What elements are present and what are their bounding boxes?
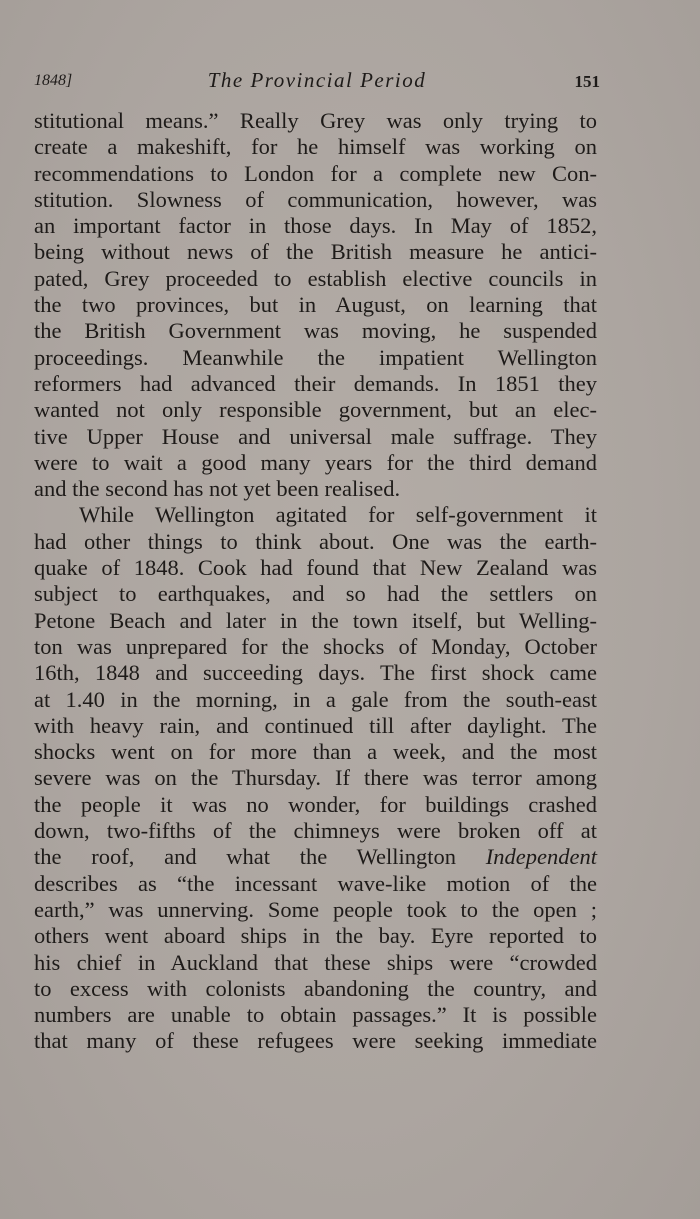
text-line: down, two-fifths of the chimneys were broken off at (34, 818, 597, 844)
text-line: recommendations to London for a complete new Con- (34, 160, 597, 186)
newspaper-title: Independent (485, 844, 597, 870)
text-line: to excess with colonists abandoning the country, and (34, 975, 597, 1001)
header-year: 1848] (34, 72, 73, 89)
text-line: were to wait a good many years for the third demand (34, 449, 597, 475)
text-line: being without news of the British measure he antici- (34, 239, 597, 265)
text-line: at 1.40 in the morning, in a gale from the south-east (34, 686, 597, 712)
text-line: with heavy rain, and continued till after daylight. The (34, 712, 597, 738)
text-line: stitutional means.” Really Grey was only trying to (34, 108, 597, 133)
text-line: his chief in Auckland that these ships were “crowded (34, 949, 597, 975)
text-line: severe was on the Thursday. If there was terror among (34, 765, 597, 791)
text-line: ton was unprepared for the shocks of Monday, October (34, 633, 597, 659)
text-line: While Wellington agitated for self-government it (79, 502, 597, 528)
paragraph-2 (34, 502, 597, 1054)
text-line: 16th, 1848 and succeeding days. The first shock came (34, 660, 597, 686)
text-line: proceedings. Meanwhile the impatient Wellington (34, 344, 597, 370)
text-line: had other things to think about. One was the earth- (34, 528, 597, 554)
page-number: 151 (574, 72, 600, 91)
paragraph-1 (34, 108, 597, 502)
text-line: shocks went on for more than a week, and the most (34, 739, 597, 765)
text-line: quake of 1848. Cook had found that New Zealand was (34, 555, 597, 581)
text-line: create a makeshift, for he himself was working on (34, 134, 597, 160)
text-line: the British Government was moving, he suspended (34, 318, 597, 344)
text-line: earth,” was unnerving. Some people took to the open ; (34, 896, 597, 922)
text-line: wanted not only responsible government, but an elec- (34, 397, 597, 423)
text-line-with-italic (34, 844, 597, 870)
text-line: reformers had advanced their demands. In 1851 they (34, 370, 597, 396)
text-line: tive Upper House and universal male suffrage. They (34, 423, 597, 449)
text-line: Petone Beach and later in the town itself, but Welling- (34, 607, 597, 633)
text-line: that many of these refugees were seeking immediate (34, 1028, 597, 1054)
text-segment: the roof, and what the Wellington (34, 844, 457, 870)
text-line: numbers are unable to obtain passages.” It is possible (34, 1002, 597, 1028)
text-line: others went aboard ships in the bay. Eyre reported to (34, 923, 597, 949)
text-line: the two provinces, but in August, on learning that (34, 292, 597, 318)
header-title: The Provincial Period (207, 68, 427, 92)
body-text (34, 108, 597, 1055)
text-line: stitution. Slowness of communication, however, was (34, 186, 597, 212)
text-line: and the second has not yet been realised. (34, 476, 401, 502)
text-line: subject to earthquakes, and so had the settlers on (34, 581, 597, 607)
text-line: the people it was no wonder, for buildings crashed (34, 791, 597, 817)
text-line: pated, Grey proceeded to establish elective councils in (34, 265, 597, 291)
running-header (34, 68, 600, 98)
text-line: describes as “the incessant wave-like motion of the (34, 870, 597, 896)
text-line: an important factor in those days. In May of 1852, (34, 213, 597, 239)
